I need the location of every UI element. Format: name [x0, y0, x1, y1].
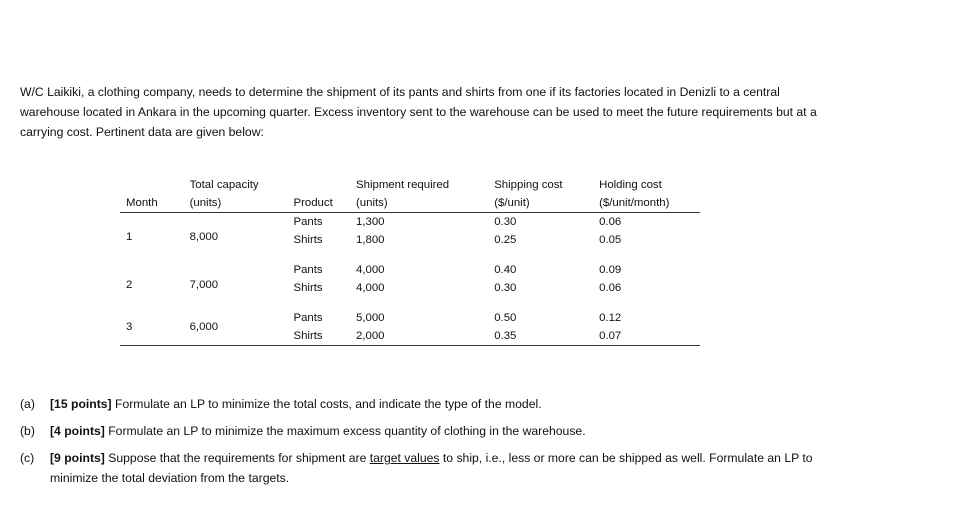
header-month-top	[120, 176, 190, 194]
product-cell: Shirts	[293, 234, 323, 246]
header-shipping-top: Shipping cost	[494, 179, 563, 191]
table-header-row-1	[120, 176, 700, 194]
shipping-cell: 0.35	[494, 327, 599, 346]
capacity-cell: 7,000	[189, 279, 219, 291]
shipping-cell: 0.25	[494, 234, 517, 246]
header-shipping-unit: ($/unit)	[494, 197, 530, 209]
header-product: Product	[293, 197, 333, 209]
product-cell: Shirts	[293, 327, 356, 346]
table-row	[120, 261, 700, 279]
header-capacity-top: Total capacity	[189, 179, 259, 191]
required-cell: 1,800	[356, 234, 385, 246]
question-text	[50, 448, 820, 488]
question-points: [4 points]	[50, 424, 105, 438]
question-b	[20, 421, 820, 441]
holding-cell: 0.12	[599, 312, 622, 324]
question-text-part: Suppose that the requirements for shipment are	[104, 451, 370, 465]
header-holding-top: Holding cost	[599, 179, 662, 191]
product-cell: Shirts	[293, 282, 323, 294]
question-list	[20, 394, 820, 495]
question-text-part: to ship, i.e., less or more can be shipped as well. Formulate an LP to minimize the total deviation from the targets.	[50, 451, 813, 485]
required-cell: 4,000	[356, 264, 385, 276]
header-required-top: Shipment required	[356, 179, 450, 191]
question-label: (c)	[20, 451, 35, 465]
shipping-cell: 0.30	[494, 216, 517, 228]
shipping-cell: 0.30	[494, 282, 517, 294]
target-values-underlined: target values	[369, 451, 440, 465]
required-cell: 4,000	[356, 282, 385, 294]
table-row	[120, 213, 700, 232]
question-text-part: Formulate an LP to minimize the maximum excess quantity of clothing in the warehouse.	[104, 424, 586, 438]
capacity-cell: 6,000	[190, 309, 294, 346]
question-label: (a)	[20, 397, 35, 411]
shipping-cell: 0.50	[494, 312, 517, 324]
capacity-cell: 8,000	[189, 231, 219, 243]
question-c	[20, 448, 820, 488]
header-capacity-unit: (units)	[189, 197, 222, 209]
holding-cell: 0.06	[599, 216, 622, 228]
data-table	[120, 176, 700, 346]
header-required-unit: (units)	[356, 197, 388, 209]
holding-cell: 0.07	[599, 327, 700, 346]
required-cell: 5,000	[356, 312, 385, 324]
question-a	[20, 394, 820, 414]
question-points: [15 points]	[50, 397, 112, 411]
holding-cell: 0.05	[599, 234, 622, 246]
question-label: (b)	[20, 424, 35, 438]
question-text	[50, 394, 542, 414]
header-holding-unit: ($/unit/month)	[599, 197, 670, 209]
header-month: Month	[126, 197, 158, 209]
header-product-top	[293, 176, 356, 194]
table-header-row-2	[120, 194, 700, 212]
product-cell: Pants	[293, 312, 323, 324]
required-cell: 1,300	[356, 216, 385, 228]
question-points: [9 points]	[50, 451, 105, 465]
holding-cell: 0.09	[599, 264, 622, 276]
product-cell: Pants	[293, 216, 323, 228]
question-text-part: Formulate an LP to minimize the total costs, and indicate the type of the model.	[111, 397, 542, 411]
shipping-cell: 0.40	[494, 264, 517, 276]
table-row	[120, 309, 700, 327]
required-cell: 2,000	[356, 327, 494, 346]
product-cell: Pants	[293, 264, 323, 276]
question-text	[50, 421, 586, 441]
problem-intro: W/C Laikiki, a clothing company, needs to determine the shipment of its pants and shirts from one if its factories located in Denizli to a central warehouse located in Ankara in the upcoming quarter. Excess inventory sent to the warehouse can be used to meet the future requirements but at a carrying cost. Pertinent data are given below:	[20, 85, 817, 139]
month-cell: 2	[126, 279, 133, 291]
month-cell: 3	[120, 309, 190, 346]
holding-cell: 0.06	[599, 282, 622, 294]
month-cell: 1	[126, 231, 133, 243]
